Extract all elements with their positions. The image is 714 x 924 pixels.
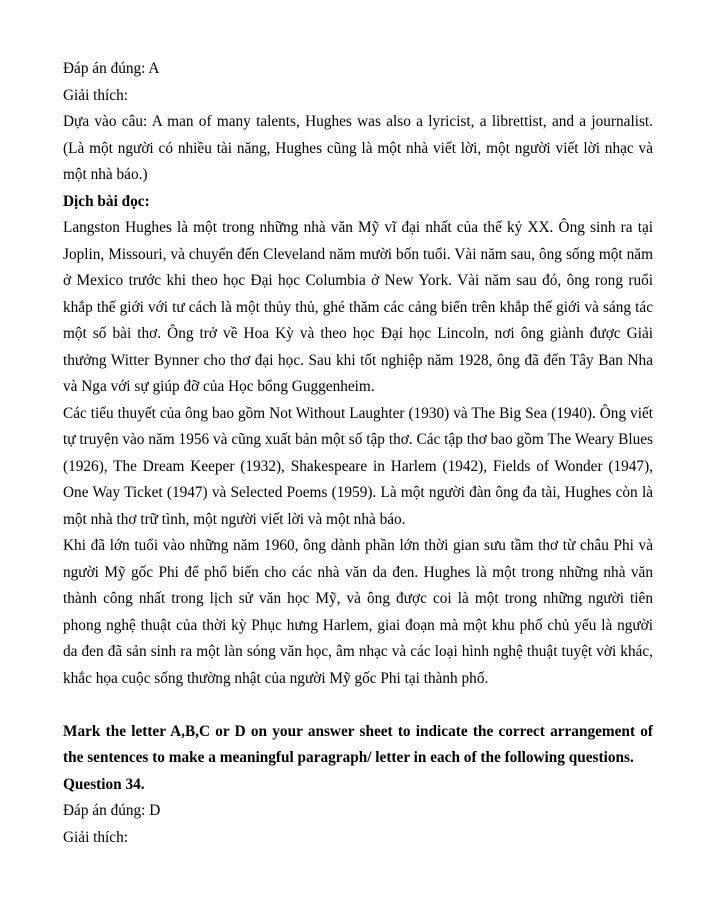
translation-paragraph-2: Các tiểu thuyết của ông bao gồm Not Without Laughter (1930) và The Big Sea (1940). Ông viết tự truyện vào năm 1956 và cũng xuất bản một số tập thơ. Các tập thơ bao gồm The Weary Blues (1926), The Dream Keeper (1932), Shakespeare in Harlem (1942), Fields of Wonder (1947), One Way Ticket (1947) và Selected Poems (1959). Là một người đàn ông đa tài, Hughes còn là một nhà thơ trữ tình, một người viết lời và một nhà báo. [63,404,653,528]
translation-paragraph-1: Langston Hughes là một trong những nhà văn Mỹ vĩ đại nhất của thế kỷ XX. Ông sinh ra tại Joplin, Missouri, và chuyển đến Cleveland năm mười bốn tuổi. Vài năm sau, ông sống một năm ở Mexico trước khi theo học Đại học Columbia ở New York. Vài năm sau đó, ông rong ruổi khắp thế giới với tư cách là một thủy thủ, ghé thăm các cảng biển trên khắp thế giới và sáng tác một số bài thơ. Ông trở về Hoa Kỳ và theo học Đại học Lincoln, nơi ông giành được Giải thưởng Witter Bynner cho thơ đại học. Sau khi tốt nghiệp năm 1928, ông đã đến Tây Ban Nha và Nga với sự giúp đỡ của Học bổng Guggenheim. [63,219,653,395]
q34-correct-answer-line: Đáp án đúng: D [63,802,161,819]
q33-correct-answer-line: Đáp án đúng: A [63,60,160,77]
q34-explanation-label: Giải thích: [63,828,128,846]
q33-explanation-paragraph: Dựa vào câu: A man of many talents, Hughes was also a lyricist, a librettist, and a journalist. (Là một người có nhiều tài năng, Hughes cũng là một nhà viết lời, một người viết lời nhạc và một nhà báo.) [63,113,653,183]
question-34-heading: Question 34. [63,775,145,793]
section-instruction: Mark the letter A,B,C or D on your answer sheet to indicate the correct arrangement of the sentences to make a meaningful paragraph/ letter in each of the following questions. [63,722,653,766]
q33-explanation-label: Giải thích: [63,86,128,104]
translation-heading: Dịch bài đọc: [63,192,150,210]
paragraph-spacer [63,692,653,719]
translation-paragraph-3: Khi đã lớn tuổi vào những năm 1960, ông dành phần lớn thời gian sưu tầm thơ từ châu Phi và người Mỹ gốc Phi để phổ biến cho các nhà văn da đen. Hughes là một trong những nhà văn thành công nhất trong lịch sử văn học Mỹ, và ông được coi là một trong những người tiên phong nghệ thuật của thời kỳ Phục hưng Harlem, giai đoạn mà một khu phố chủ yếu là người da đen đã sản sinh ra một làn sóng văn học, âm nhạc và các loại hình nghệ thuật tuyệt vời khác, khắc họa cuộc sống thường nhật của người Mỹ gốc Phi tại thành phố. [63,537,653,687]
